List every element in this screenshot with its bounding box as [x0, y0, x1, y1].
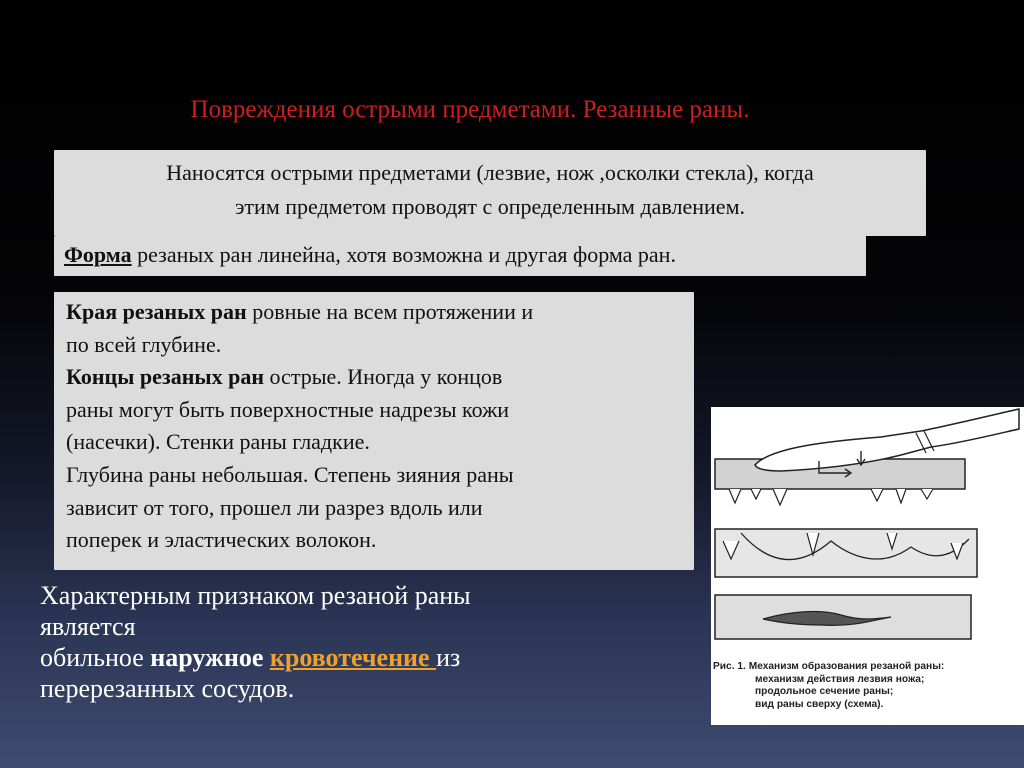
caption-line-1: Рис. 1. Механизм образования резаной раны:: [713, 661, 945, 672]
ends-line-1: [66, 361, 694, 394]
conclusion-line-2: является: [40, 612, 136, 641]
slide-title: Повреждения острыми предметами. Резанные раны.: [190, 96, 750, 123]
conclusion-line-3: [40, 642, 640, 673]
depth-line-1: Глубина раны небольшая. Степень зияния раны: [66, 461, 514, 487]
edges-text: ровные на всем протяжении и: [246, 299, 534, 324]
form-term: Форма: [64, 242, 132, 267]
depth-line-3: поперек и эластических волокон.: [66, 527, 377, 553]
top-view-diagram: [715, 595, 971, 639]
bleeding-link[interactable]: кровотечение: [269, 643, 437, 672]
external-bold: наружное: [150, 643, 264, 672]
intro-line-2: этим предметом проводят с определенным давлением.: [234, 194, 745, 219]
knife-section-diagram: [715, 409, 1019, 505]
caption-line-4: вид раны сверху (схема).: [755, 698, 884, 710]
form-text: резаных ран линейна, хотя возможна и другая форма ран.: [131, 242, 676, 267]
edges-term: Края резаных ран: [66, 299, 247, 324]
caption-line-2: механизм действия лезвия ножа;: [755, 673, 925, 685]
conclusion-line-4: перерезанных сосудов.: [40, 674, 295, 703]
edges-line-1: [66, 296, 694, 329]
figure-caption: [713, 661, 1021, 711]
ends-line-2: раны могут быть поверхностные надрезы кожи: [66, 396, 510, 422]
ends-term: Концы резаных ран: [66, 364, 264, 390]
depth-line-2: зависит от того, прошел ли разрез вдоль или: [66, 494, 483, 520]
wound-diagram-figure: [711, 407, 1024, 725]
conclusion-text: [40, 580, 640, 704]
wound-features-box: [54, 292, 694, 570]
edges-line-2: по всей глубине.: [66, 331, 222, 357]
conclusion-line-3-start: обильное: [40, 643, 151, 672]
longitudinal-section-diagram: [715, 529, 977, 577]
caption-line-3: продольное сечение раны;: [755, 686, 894, 697]
intro-box: [54, 150, 926, 236]
conclusion-line-3-end: из: [436, 643, 461, 672]
intro-line-1: Наносятся острыми предметами (лезвие, нож ,осколки стекла), когда: [166, 160, 814, 185]
form-box: [54, 236, 866, 276]
conclusion-line-1: Характерным признаком резаной раны: [40, 581, 471, 610]
ends-text: острые. Иногда у концов: [264, 364, 503, 390]
ends-line-3: (насечки). Стенки раны гладкие.: [66, 429, 370, 455]
